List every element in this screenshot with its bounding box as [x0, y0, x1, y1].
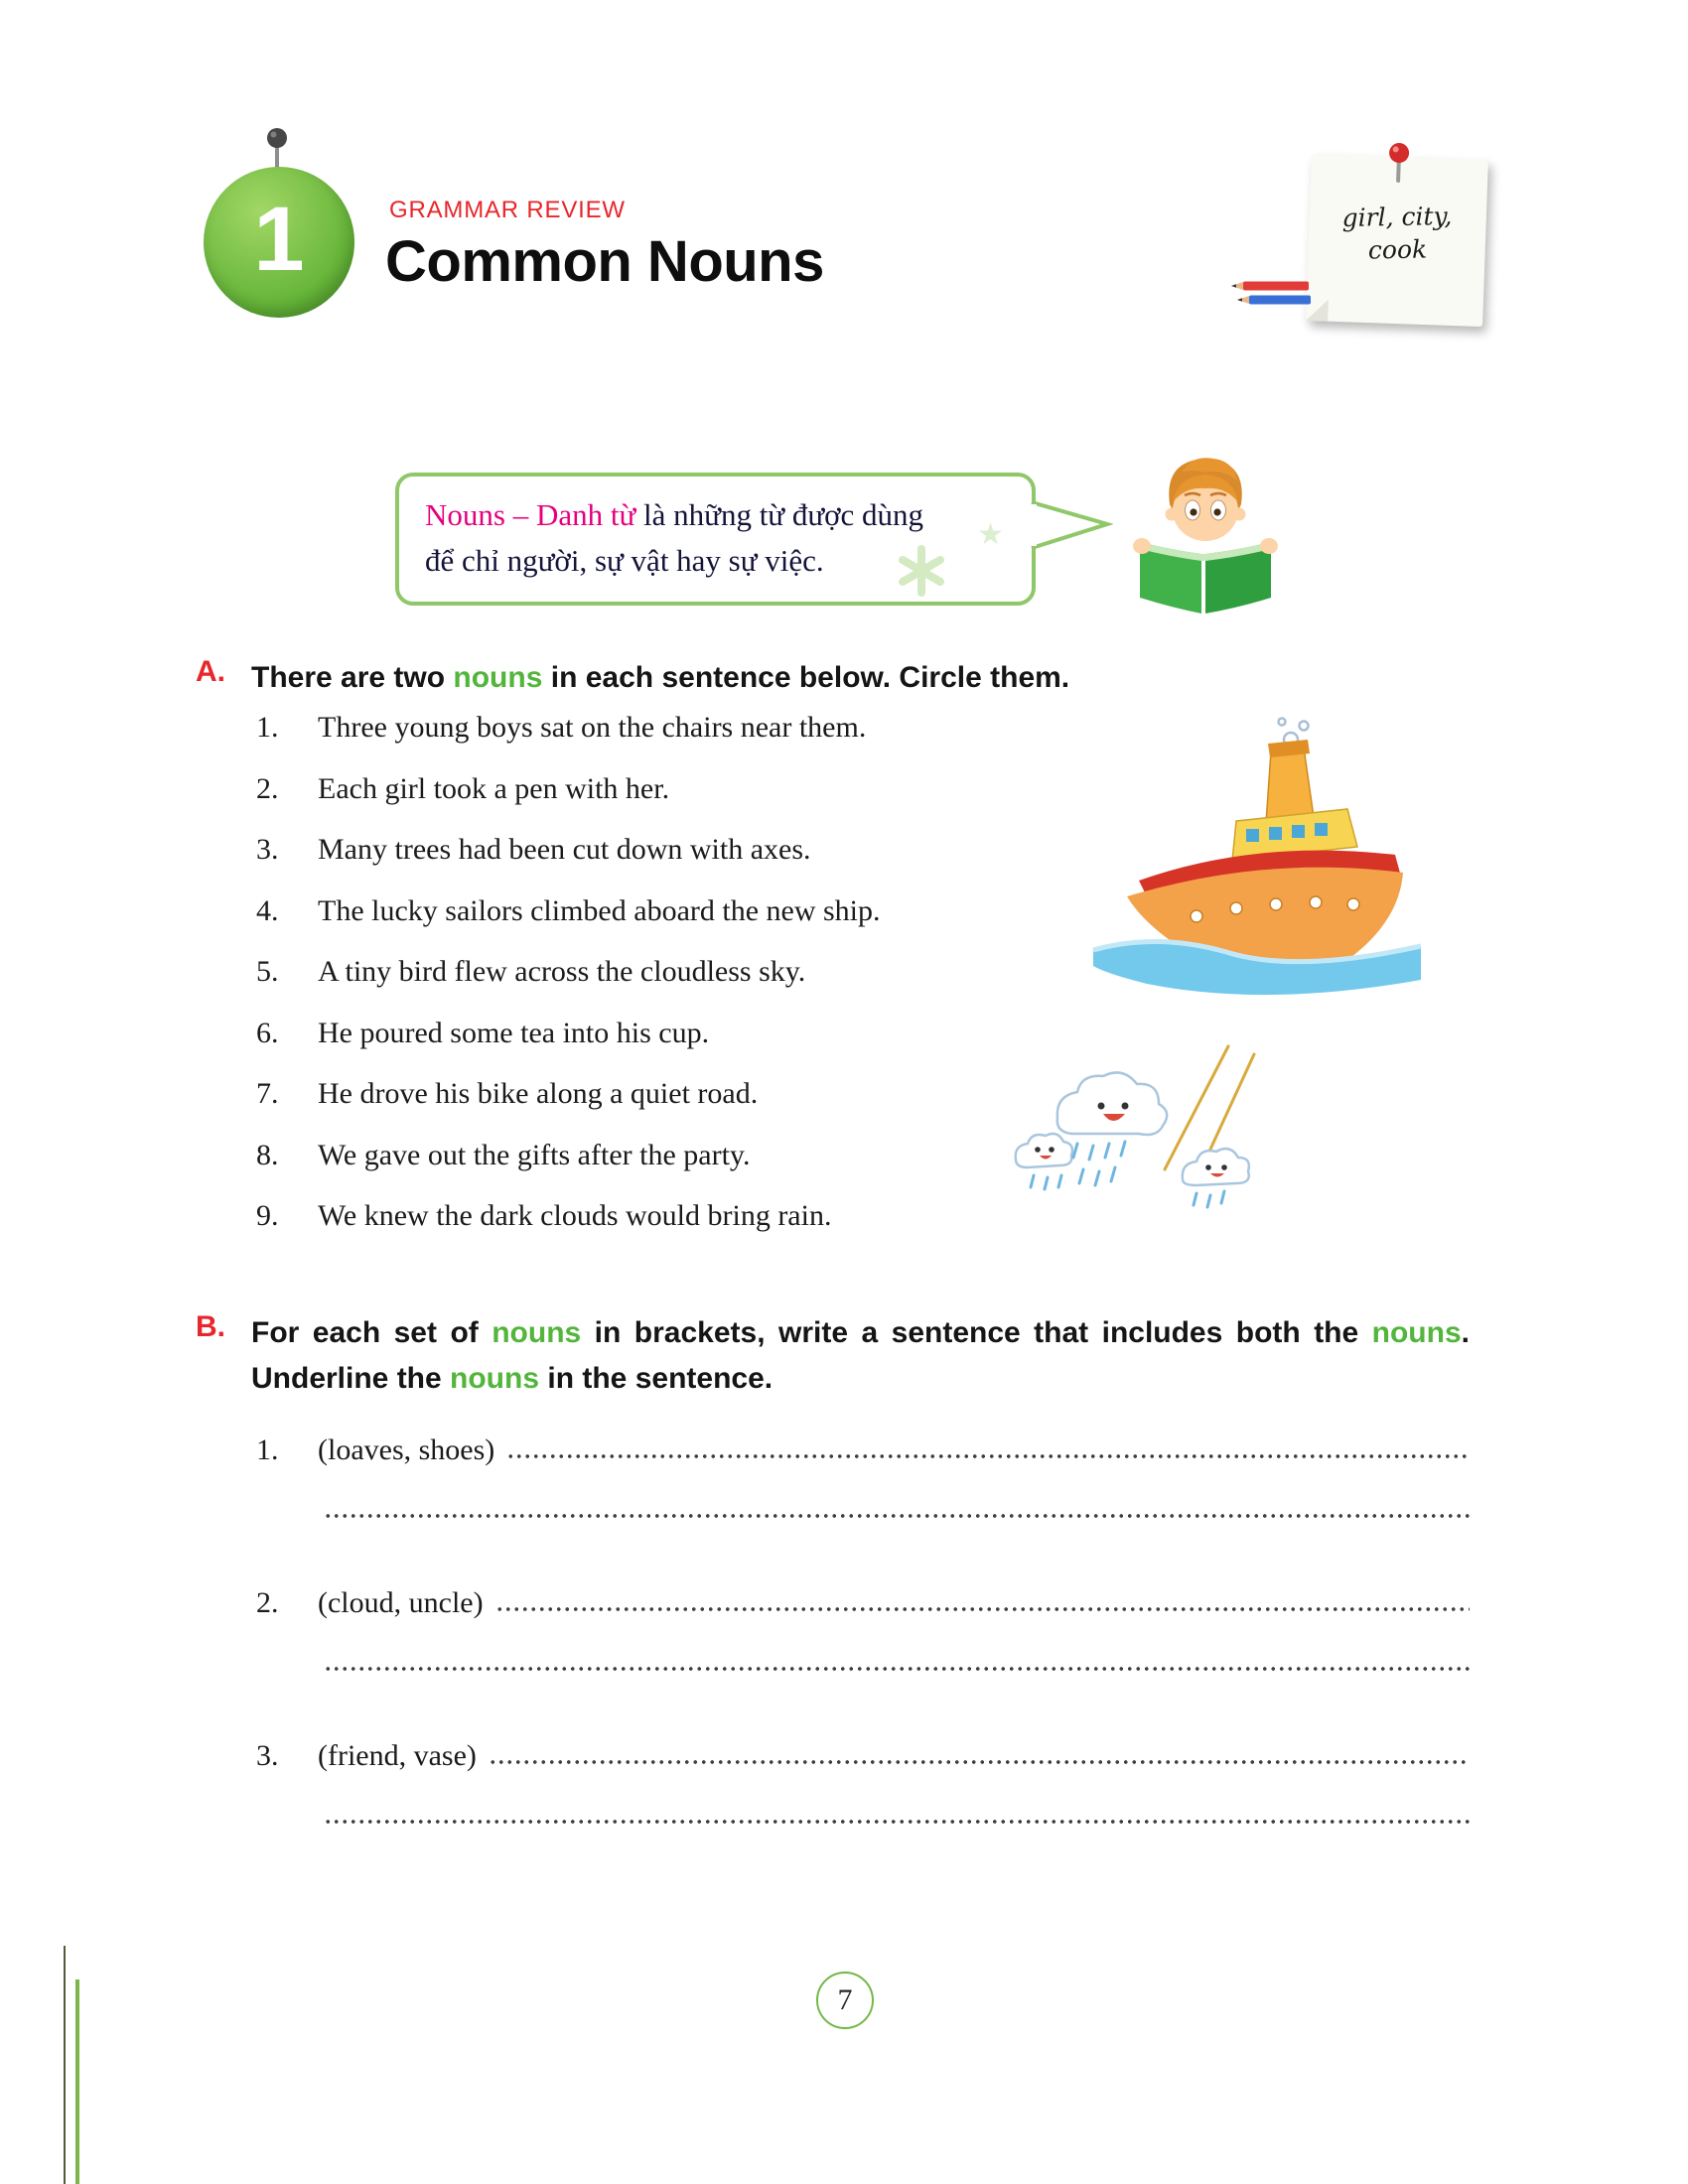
exercise-item — [256, 1727, 1470, 1827]
definition-line2: để chỉ người, sự vật hay sự việc. — [425, 543, 824, 578]
section-a-label: A. — [196, 655, 225, 688]
noun-set-prompt: (cloud, uncle) — [318, 1586, 484, 1619]
section-a-sentences — [256, 711, 881, 1261]
speech-bubble-tail — [1030, 496, 1113, 554]
exercise-item — [256, 1422, 1470, 1521]
red-pin-icon — [1382, 140, 1416, 189]
definition-text — [425, 492, 1006, 584]
noun-set-prompt: (friend, vase) — [318, 1739, 477, 1772]
page-title: Common Nouns — [385, 229, 824, 294]
section-a-heading — [196, 655, 1477, 701]
definition-term: Nouns – Danh từ — [425, 497, 636, 532]
answer-line[interactable] — [489, 1757, 1470, 1767]
unit-number-badge — [204, 167, 354, 318]
margin-rule-dark — [64, 1946, 66, 2184]
answer-line[interactable] — [324, 1511, 1470, 1521]
sentence-item: 6. He poured some tea into his cup. — [256, 1016, 710, 1049]
sentence-item: 5. A tiny bird flew across the cloudless sky. — [256, 955, 806, 988]
sentence-item: 1. Three young boys sat on the chairs near them. — [256, 711, 867, 744]
definition-callout — [395, 473, 1036, 606]
sentence-item: 2. Each girl took a pen with her. — [256, 771, 670, 805]
keyword-nouns: nouns — [1371, 1316, 1462, 1349]
sentence-item: 3. Many trees had been cut down with axes. — [256, 833, 811, 866]
keyword-nouns: nouns — [450, 1362, 540, 1395]
margin-rule-green — [75, 1979, 79, 2184]
page-number-badge — [816, 1972, 874, 2029]
sentence-item: 7. He drove his bike along a quiet road. — [256, 1077, 759, 1110]
section-b-label: B. — [196, 1310, 225, 1343]
sticky-note-line2: cook — [1367, 234, 1428, 265]
sentence-item: 4. The lucky sailors climbed aboard the new ship. — [256, 893, 881, 927]
sticky-note-line1: girl, city, — [1341, 202, 1453, 232]
definition-rest-line1: là những từ được dùng — [635, 497, 924, 532]
sticky-note-text — [1309, 199, 1486, 267]
exercise-row: 1. (loaves, shoes) — [256, 1422, 1470, 1467]
grammar-review-kicker: GRAMMAR REVIEW — [389, 197, 626, 223]
section-a-instruction: There are two nouns in each sentence below. Circle them. — [251, 661, 1070, 694]
sticky-note — [1306, 154, 1488, 327]
answer-line[interactable] — [324, 1664, 1470, 1674]
boy-reading-illustration — [1122, 447, 1286, 620]
sentence-item: 8. We gave out the gifts after the party. — [256, 1138, 751, 1171]
section-b-exercises — [256, 1422, 1470, 1880]
keyword-nouns: nouns — [453, 661, 543, 694]
star-decoration-icon: ★ — [977, 517, 1004, 552]
section-b-heading — [196, 1310, 1477, 1402]
keyword-nouns: nouns — [492, 1316, 582, 1349]
ship-illustration — [1087, 710, 1425, 1027]
page-number: 7 — [837, 1983, 853, 2016]
sentence-item: 9. We knew the dark clouds would bring rain. — [256, 1199, 832, 1232]
noun-set-prompt: (loaves, shoes) — [318, 1433, 495, 1466]
exercise-row: 2. (cloud, uncle) — [256, 1574, 1470, 1620]
answer-line[interactable] — [506, 1451, 1470, 1461]
section-b-instruction: For each set of nouns in brackets, write a sentence that includes both the nouns. Underline the nouns in the sentence. — [251, 1316, 1470, 1395]
answer-line[interactable] — [324, 1817, 1470, 1827]
unit-number: 1 — [253, 188, 305, 290]
rain-clouds-illustration — [998, 1040, 1296, 1239]
exercise-row: 3. (friend, vase) — [256, 1727, 1470, 1773]
pencils-icon — [1229, 278, 1315, 308]
answer-line[interactable] — [495, 1604, 1470, 1614]
exercise-item — [256, 1574, 1470, 1674]
